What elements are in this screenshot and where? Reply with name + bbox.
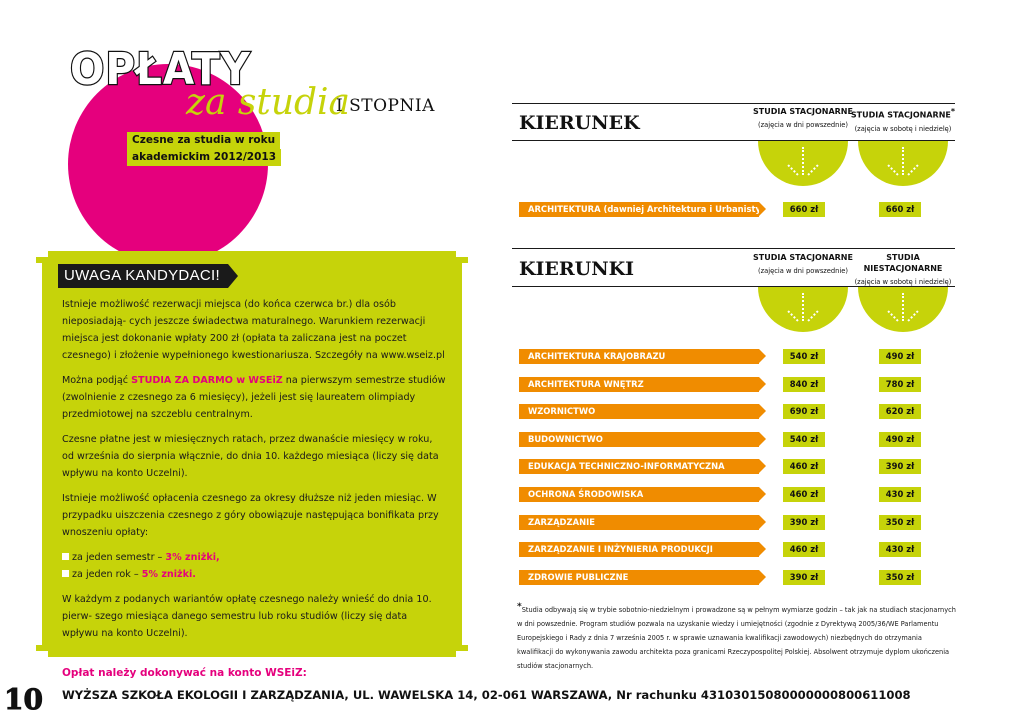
page-subtitle: za studia (186, 82, 351, 123)
column-header (848, 252, 958, 288)
box-corner (36, 257, 42, 263)
program-name: EDUKACJA TECHNICZNO-INFORMATYCZNA (519, 459, 759, 474)
price-full-time: 540 zł (783, 432, 825, 447)
program-name: ARCHITEKTURA (dawniej Architektura i Urbanistyka) (519, 202, 759, 217)
price-part-time: 390 zł (879, 459, 921, 474)
program-name: ZDROWIE PUBLICZNE (519, 570, 759, 585)
box-corner (462, 645, 468, 651)
bank-account: WYŻSZA SZKOŁA EKOLOGII I ZARZĄDZANIA, UL. WAWELSKA 14, 02-061 WARSZAWA, Nr rachunku 43103015080000000800611008 (62, 688, 911, 702)
price-part-time: 490 zł (879, 349, 921, 364)
discount-label: za jeden semestr – (72, 552, 166, 563)
program-name: ZARZĄDZANIE I INŻYNIERIA PRODUKCJI (519, 542, 759, 557)
price-full-time: 840 zł (783, 377, 825, 392)
column-subtitle: (zajęcia w dni powszednie) (758, 121, 848, 129)
notice-paragraph (62, 372, 446, 423)
notice-text-fragment: Można podjąć (62, 375, 132, 386)
column-header (748, 106, 858, 131)
price-part-time: 620 zł (879, 404, 921, 419)
price-full-time: 540 zł (783, 349, 825, 364)
box-corner (462, 257, 468, 263)
price-full-time: 460 zł (783, 459, 825, 474)
footnote-marker: * (517, 602, 522, 612)
program-name: OCHRONA ŚRODOWISKA (519, 487, 759, 502)
box-corner (42, 251, 48, 257)
notice-paragraph: Czesne płatne jest w miesięcznych ratach, przez dwanaście miesięcy w roku, od września do sierpnia włącznie, do dnia 10. każdego miesiąca (liczy się data wpływu na konto Uczelni). (62, 434, 439, 479)
price-full-time: 390 zł (783, 570, 825, 585)
box-corner (456, 651, 462, 657)
table-rule (512, 248, 955, 249)
program-name: ARCHITEKTURA KRAJOBRAZU (519, 349, 759, 364)
table-title: KIERUNKI (519, 258, 635, 280)
down-arrow-icon (858, 141, 948, 186)
price-part-time: 780 zł (879, 377, 921, 392)
fee-label-line-2: akademickim 2012/2013 (127, 149, 281, 166)
price-part-time: 430 zł (879, 487, 921, 502)
price-full-time: 690 zł (783, 404, 825, 419)
discount-item (62, 566, 446, 583)
discount-value: 3% zniżki, (165, 552, 220, 563)
study-level: I STOPNIA (336, 96, 435, 116)
program-name: ZARZĄDZANIE (519, 515, 759, 530)
discount-item (62, 549, 446, 566)
footnote-marker: * (950, 107, 956, 116)
notice-text-fragment: na pierwszym semestrze studiów (zwolnienie z czesnego za 6 miesięcy), jeżeli jest się laureatem olimpiady przedmiotowej na szczeblu centralnym. (62, 375, 446, 420)
page-title: OPŁATY (70, 44, 251, 95)
fee-label-line-1: Czesne za studia w roku (127, 132, 280, 149)
notice-paragraph: Istnieje możliwość rezerwacji miejsca (do końca czerwca br.) dla osób nieposiadają- cych jeszcze świadectwa maturalnego. Warunkiem rezerwacji miejsca jest dokonanie wpłaty 200 zł (opłata ta zaliczana jest na poczet czesnego) i złożenie wypełnionego kwestionariusza. Szczegóły na www.wseiz.pl (62, 299, 445, 361)
program-name: ARCHITEKTURA WNĘTRZ (519, 377, 759, 392)
table-rule (512, 103, 955, 104)
price-part-time: 350 zł (879, 515, 921, 530)
price-full-time: 390 zł (783, 515, 825, 530)
notice-paragraph: W każdym z podanych wariantów opłatę czesnego należy wnieść do dnia 10. pierw- szego miesiąca danego semestru lub roku studiów (liczy się data wpływu na konto Uczelni). (62, 594, 432, 639)
footnote (517, 600, 957, 673)
program-name: BUDOWNICTWO (519, 432, 759, 447)
discount-label: za jeden rok – (72, 569, 142, 580)
down-arrow-icon (758, 287, 848, 332)
discount-value: 5% zniżki. (141, 569, 196, 580)
price-part-time: 430 zł (879, 542, 921, 557)
price-part-time: 350 zł (879, 570, 921, 585)
square-bullet-icon (62, 553, 69, 560)
box-corner (42, 651, 48, 657)
page-number: 10 (4, 683, 43, 716)
program-name: WZORNICTWO (519, 404, 759, 419)
column-title: STUDIA STACJONARNE (753, 253, 853, 262)
down-arrow-icon (758, 141, 848, 186)
column-header (748, 252, 858, 277)
notice-paragraph: Istnieje możliwość opłacenia czesnego za okresy dłuższe niż jeden miesiąc. W przypadku uiszczenia czesnego z góry obowiązuje następująca bonifikata przy wnoszeniu opłaty: (62, 493, 439, 538)
payment-note: Opłat należy dokonywać na konto WSEiZ: (62, 667, 307, 679)
down-arrow-icon (858, 287, 948, 332)
column-subtitle: (zajęcia w sobotę i niedzielę) (854, 124, 952, 133)
table-title: KIERUNEK (519, 112, 640, 134)
column-title: STUDIA NIESTACJONARNE (863, 253, 943, 273)
price-full-time: 460 zł (783, 542, 825, 557)
square-bullet-icon (62, 570, 69, 577)
price-full-time: 460 zł (783, 487, 825, 502)
footnote-text: Studia odbywają się w trybie sobotnio-niedzielnym i prowadzone są w pełnym wymiarze godzin – tak jak na studiach stacjonarnych w dni powszednie. Program studiów pozwala na uzyskanie wiedzy i umiejętności (zgodnie z Dyrektywą 2005/36/WE Parlamentu Europejskiego i Rady z dnia 7 września 2005 r. w sprawie uznawania kwalifikacji zawodowych) niezbędnych do otrzymania kwalifikacji do wykonywania zawodu architekta poza granicami Rzeczypospolitej Polskiej. Absolwent otrzymuje dyplom ukończenia studiów stacjonarnych. (517, 606, 956, 671)
free-studies-highlight: STUDIA ZA DARMO w WSEiZ (131, 375, 283, 386)
price-weekend: 660 zł (879, 202, 921, 217)
column-title: STUDIA STACJONARNE (850, 110, 951, 120)
box-corner (36, 645, 42, 651)
notice-heading: UWAGA KANDYDACI! (58, 264, 228, 288)
column-subtitle: (zajęcia w sobotę i niedzielę) (854, 278, 952, 286)
column-header (848, 106, 958, 135)
column-title: STUDIA STACJONARNE (753, 107, 853, 116)
price-part-time: 490 zł (879, 432, 921, 447)
column-subtitle: (zajęcia w dni powszednie) (758, 267, 848, 275)
price-full-time: 660 zł (783, 202, 825, 217)
notice-text (62, 296, 446, 650)
